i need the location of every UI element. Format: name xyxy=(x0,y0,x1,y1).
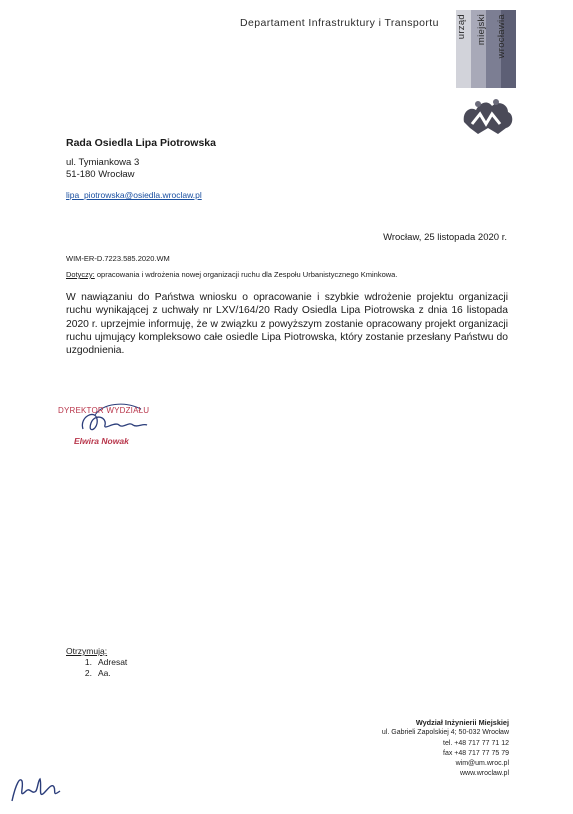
footer-website: www.wroclaw.pl xyxy=(459,770,509,778)
list-item xyxy=(82,668,127,679)
signature-name: Elwira Nowak xyxy=(74,436,129,446)
logo-wordmark xyxy=(452,14,520,94)
department-name: Departament Infrastruktury i Transportu xyxy=(240,17,439,29)
footer-contact xyxy=(382,718,509,780)
reference-number: WIM-ER-D.7223.585.2020.WM xyxy=(66,254,170,263)
footer-department: Wydział Inżynierii Miejskiej xyxy=(415,718,509,727)
recipients-list xyxy=(82,657,127,678)
handwritten-initials-icon xyxy=(8,773,70,807)
footer-email: wim@um.wroc.pl xyxy=(455,760,509,768)
footer-fax: fax +48 717 77 75 79 xyxy=(443,749,509,757)
recipients-title: Otrzymują: xyxy=(66,646,108,656)
footer-phone: tel. +48 717 77 71 12 xyxy=(443,739,509,747)
list-item-number: 1. xyxy=(84,657,92,667)
list-item xyxy=(82,657,127,668)
logo-line: urząd xyxy=(456,14,467,40)
footer-address: ul. Gabrieli Zapolskiej 4; 50-032 Wrocław xyxy=(381,729,509,737)
addressee-city: 51-180 Wrocław xyxy=(66,169,135,180)
letter-body: W nawiązaniu do Państwa wniosku o opracowanie i szybkie wdrożenie projektu organizacji ruchu wynikającej z uchwały nr LXV/164/20 Rady Osiedla Lipa Piotrowska z dnia 16 listopada 2020 r. uprzejmie informuję, że w związku z powyższym zostanie opracowany projekt organizacji ruchu ujmujący kompleksowo całe osiedle Lipa Piotrowska, który zostanie przesłany Państwu do uzgodnienia. xyxy=(66,292,508,357)
list-item-text: Aa. xyxy=(98,667,111,678)
subject-text: opracowania i wdrożenia nowej organizacji ruchu dla Zespołu Urbanistycznego Kminkowa. xyxy=(96,270,398,279)
city-emblem-icon xyxy=(458,94,516,136)
list-item-text: Adresat xyxy=(98,657,128,667)
signature-scribble-icon xyxy=(55,395,165,455)
subject-line xyxy=(66,270,397,279)
letter-date: Wrocław, 25 listopada 2020 r. xyxy=(383,232,507,243)
logo-line: miejski xyxy=(476,14,487,46)
logo-line: wrocławia xyxy=(496,14,507,59)
addressee-name: Rada Osiedla Lipa Piotrowska xyxy=(66,137,216,149)
addressee-email-link[interactable]: lipa_piotrowska@osiedla.wroclaw.pl xyxy=(66,190,202,200)
addressee-street: ul. Tymiankowa 3 xyxy=(66,157,140,168)
list-item-number: 2. xyxy=(84,667,92,678)
signature-title: DYREKTOR WYDZIAŁU xyxy=(58,406,150,415)
subject-label: Dotyczy: xyxy=(66,270,95,279)
